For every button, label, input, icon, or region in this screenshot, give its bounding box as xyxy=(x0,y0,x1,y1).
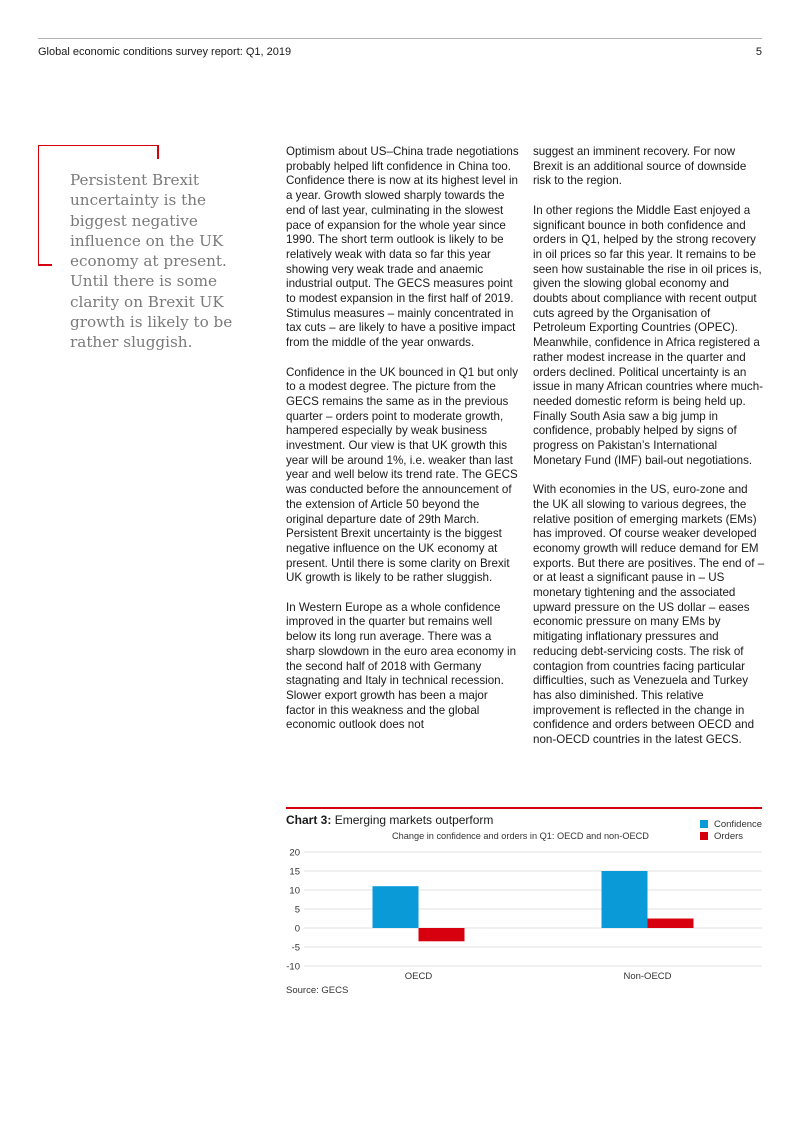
bar-orders xyxy=(419,928,465,941)
x-tick-label: OECD xyxy=(404,971,433,982)
frame-tick-bottom xyxy=(38,264,52,266)
pull-quote: Persistent Brexit uncertainty is the biggest negative influence on the UK economy at present. Until there is some clarity on Brexit UK growth is likely to be rather sluggish. xyxy=(70,171,233,352)
legend-label-confidence: Confidence xyxy=(714,818,763,830)
frame-tick-right xyxy=(157,145,159,159)
page-number: 5 xyxy=(755,46,762,58)
x-tick-label: Non-OECD xyxy=(623,971,672,982)
bar-chart xyxy=(270,840,770,985)
paragraph: With economies in the US, euro-zone and the UK all slowing to various degrees, the relative position of emerging markets (EMs) has improved. Of course weaker developed economy growth will reduce demand for EM exports. But there are positives. The end of – or at least a significant pause in – US monetary tightening and the associated upward pressure on the US dollar – eases economic pressure on many EMs by mitigating inflationary pressures and reducing debt-servicing costs. The risk of contagion from countries facing particular difficulties, such as Venezuela and Turkey has also diminished. This relative improvement is reflected in the change in confidence and orders between OECD and non-OECD countries in the latest GECS. xyxy=(533,483,765,747)
chart-legend xyxy=(700,818,762,842)
header-rule xyxy=(38,38,762,39)
legend-swatch-orders xyxy=(700,832,708,840)
bar-confidence xyxy=(602,871,648,928)
chart-label: Chart 3: xyxy=(286,813,332,827)
y-tick-label: -5 xyxy=(291,942,300,954)
y-tick-label: 5 xyxy=(294,904,300,916)
paragraph: In Western Europe as a whole confidence improved in the quarter but remains well below its long run average. There was a sharp slowdown in the euro area economy in the second half of 2018 with Germany stagnating and Italy in technical recession. Slower export growth has been a major factor in this weakness and the global economic outlook does not xyxy=(286,600,517,732)
y-tick-label: 20 xyxy=(289,847,300,859)
bar-orders xyxy=(648,919,694,929)
y-tick-label: 0 xyxy=(294,923,300,935)
paragraph: Optimism about US–China trade negotiations probably helped lift confidence in China too. Confidence there is now at its highest level in a year. Growth slowed sharply towards the end of last year, culminating in the slowest pace of expansion for the whole year since 1990. The short term outlook is likely to be relatively weak with data so far this year showing very weak trade and anaemic industrial output. The GECS measures point to modest expansion in the first half of 2019. Stimulus measures – mainly concentrated in tax cuts – are likely to have a positive impact from the middle of the year onwards. xyxy=(286,145,519,350)
y-tick-label: -10 xyxy=(286,961,300,973)
paragraph: suggest an imminent recovery. For now Brexit is an additional source of downside risk to the region. xyxy=(533,145,747,188)
chart-source: Source: GECS xyxy=(286,985,349,996)
chart-title-text: Emerging markets outperform xyxy=(334,813,494,827)
legend-item-confidence xyxy=(700,818,762,830)
bar-confidence xyxy=(373,886,419,928)
chart-title xyxy=(286,813,493,827)
paragraph: Confidence in the UK bounced in Q1 but only to a modest degree. The picture from the GECS remains the same as in the previous quarter – orders point to moderate growth, hampered especially by weak business investment. Our view is that UK growth this year will be around 1%, i.e. weaker than last year and well below its trend rate. The GECS was conducted before the announcement of the extension of Article 50 beyond the original departure date of 29th March. Persistent Brexit uncertainty is the biggest negative influence on the UK economy at present. Until there is some clarity on Brexit UK growth is likely to be rather sluggish. xyxy=(286,365,519,585)
body-column-middle xyxy=(286,145,519,748)
header-title: Global economic conditions survey report: Q1, 2019 xyxy=(38,46,292,58)
y-tick-label: 10 xyxy=(289,885,300,897)
chart-top-rule xyxy=(286,807,762,809)
legend-swatch-confidence xyxy=(700,820,708,828)
body-column-right xyxy=(533,145,766,762)
paragraph: In other regions the Middle East enjoyed a significant bounce in both confidence and orders in Q1, helped by the strong recovery in oil prices so far this year. It remains to be seen how sustainable the rise in oil prices is, given the slowing global economy and doubts about compliance with recent output cuts agreed by the Organisation of Petroleum Exporting Countries (OPEC). Meanwhile, confidence in Africa registered a rather modest increase in the quarter and orders declined. Political uncertainty is an issue in many African countries where much-needed domestic reform is being held up. Finally South Asia saw a big jump in confidence, probably helped by signs of progress on Pakistan’s International Monetary Fund (IMF) bail-out negotiations. xyxy=(533,203,764,467)
chart-subtitle: Change in confidence and orders in Q1: OECD and non-OECD xyxy=(392,831,649,841)
y-tick-label: 15 xyxy=(289,866,300,878)
legend-label-orders: Orders xyxy=(714,830,744,842)
